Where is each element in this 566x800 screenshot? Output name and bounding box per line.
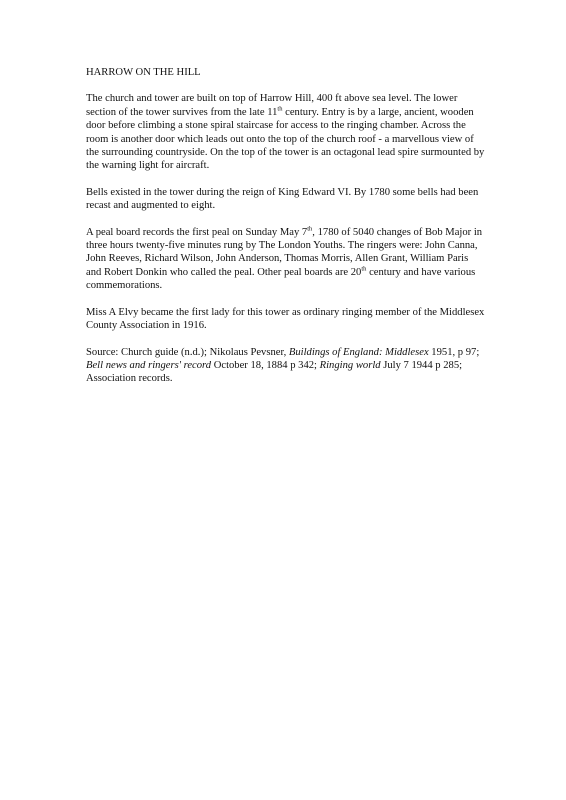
p3-superscript-1: th <box>307 225 313 233</box>
source-text-c: October 18, 1884 p 342; <box>211 359 320 371</box>
p3-text-a: A peal board records the first peal on Sunday May 7 <box>86 226 308 238</box>
p3-text-b: , 1780 of 5040 changes of Bob Major in three hours twenty-five minutes rung by The London Youths. The ringers were: John Canna, John Reeves, Richard Wilson, John Anderson, Thomas Morris, Allen Grant, William Paris and Robert Donkin who called the peal. Other peal boards are 20 <box>86 226 483 278</box>
document-body <box>86 66 486 399</box>
paragraph-source <box>86 346 486 386</box>
source-text-a: Source: Church guide (n.d.); Nikolaus Pevsner, <box>86 346 289 358</box>
p1-superscript: th <box>277 105 283 113</box>
document-title: HARROW ON THE HILL <box>86 67 201 78</box>
paragraph-peal-board <box>86 226 486 293</box>
p3-superscript-2: th <box>361 265 367 273</box>
source-italic-pevsner: Buildings of England: Middlesex <box>288 346 429 358</box>
p3-text-c: century and have various commemorations. <box>86 266 476 292</box>
source-text-d: July 7 1944 p 285; Association records. <box>86 359 463 385</box>
p1-text-a: The church and tower are built on top of Harrow Hill, 400 ft above sea level. The lower section of the tower survives from the late 11 <box>86 93 458 118</box>
paragraph-bells-history: Bells existed in the tower during the reign of King Edward VI. By 1780 some bells had been recast and augmented to eight. <box>86 186 479 212</box>
source-text-b: 1951, p 97; <box>428 346 480 358</box>
paragraph-first-lady: Miss A Elvy became the first lady for this tower as ordinary ringing member of the Middlesex County Association in 1916. <box>86 306 485 332</box>
source-italic-bell-news: Bell news and ringers' record <box>86 359 212 371</box>
p1-text-b: century. Entry is by a large, ancient, wooden door before climbing a stone spiral staircase for access to the ringing chamber. Across the room is another door which leads out onto the top of the church roof - a marvellous view of the surrounding countryside. On the top of the tower is an octagonal lead spire surmounted by the warning light for aircraft. <box>86 106 485 172</box>
paragraph-church-tower <box>86 92 486 172</box>
source-italic-ringing-world: Ringing world <box>319 359 381 371</box>
